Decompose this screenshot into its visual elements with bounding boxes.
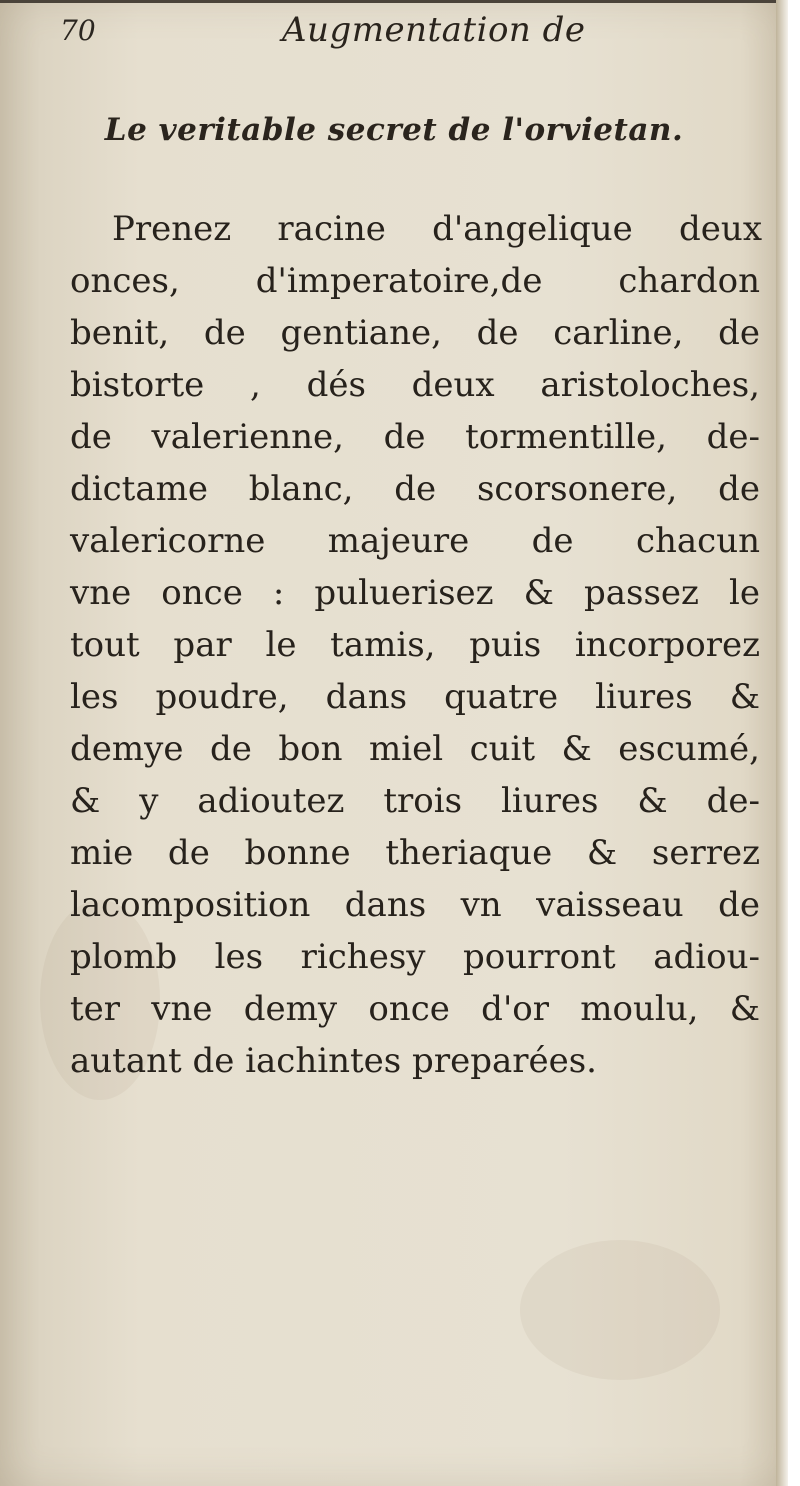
text-line: autant de iachintes preparées. (70, 1041, 597, 1081)
text-line: lacomposition dans vn vaisseau de (70, 885, 760, 925)
page-top-border (0, 0, 788, 3)
text-line: ter vne demy once d'or moulu, & (70, 989, 760, 1029)
page-header (0, 8, 788, 48)
section-title: Le veritable secret de l'orvietan. (104, 112, 684, 148)
running-head: Augmentation de (282, 10, 586, 50)
text-line: benit, de gentiane, de carline, de (70, 313, 760, 353)
page-edge (776, 0, 788, 1486)
text-line: les poudre, dans quatre liures & (70, 677, 760, 717)
text-line: dictame blanc, de scorsonere, de (70, 469, 760, 509)
text-line: de valerienne, de tormentille, de- (70, 417, 760, 457)
text-line: Prenez racine d'angelique deux (112, 209, 762, 249)
text-line: tout par le tamis, puis incorporez (70, 625, 760, 665)
text-line: plomb les richesy pourront adiou- (70, 937, 760, 977)
paper-stain (520, 1240, 720, 1380)
text-line: & y adioutez trois liures & de- (70, 781, 760, 821)
text-line: bistorte , dés deux aristoloches, (70, 365, 760, 405)
page-number: 70 (60, 14, 96, 47)
text-line: vne once : puluerisez & passez le (70, 573, 760, 613)
text-line: mie de bonne theriaque & serrez (70, 833, 760, 873)
text-line: onces, d'imperatoire,de chardon (70, 261, 760, 301)
text-line: valericorne majeure de chacun (70, 521, 760, 561)
text-line: demye de bon miel cuit & escumé, (70, 729, 760, 769)
